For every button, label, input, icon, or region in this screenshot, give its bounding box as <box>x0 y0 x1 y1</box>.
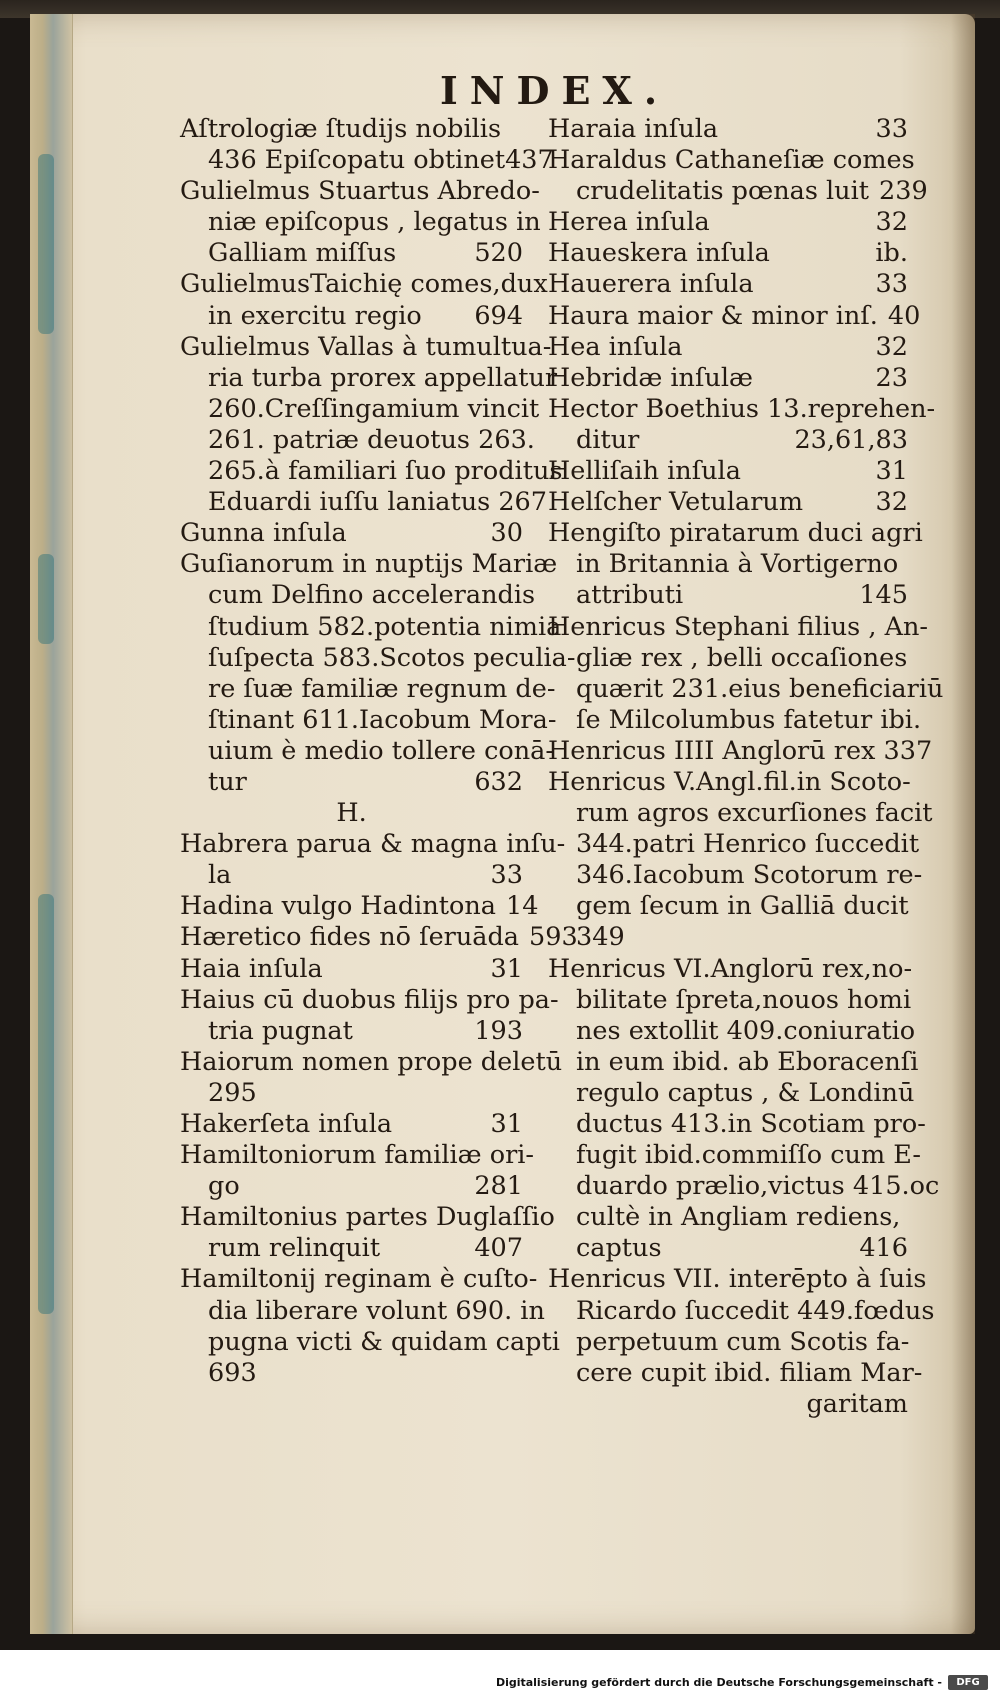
entry-text: quærit 231.eius beneficiariū <box>576 673 944 704</box>
entry-text: cultè in Angliam rediens, <box>576 1202 901 1233</box>
entry-text: Helliſaih inſula <box>548 456 741 487</box>
page-reference: 193 <box>474 1015 523 1046</box>
entry-text: Gunna inſula <box>180 518 347 549</box>
entry-text: fugit ibid.commiſſo cum E- <box>576 1140 921 1171</box>
index-entry-line <box>180 1264 538 1295</box>
index-entry-line <box>548 363 908 394</box>
index-entry-line <box>180 549 558 580</box>
index-entry-line <box>180 1233 523 1264</box>
page-reference: 33 <box>875 114 908 144</box>
index-entry-line <box>180 829 566 860</box>
entry-text: Hamiltonij reginam è cuſto- <box>180 1264 538 1295</box>
page-header: INDEX. <box>440 68 670 113</box>
entry-text: pugna victi & quidam capti <box>208 1326 560 1357</box>
page-reference: 23 <box>875 362 908 393</box>
index-entry-line <box>180 1109 523 1140</box>
entry-text: Haueskera inſula <box>548 238 770 269</box>
entry-text: Haia inſula <box>180 953 323 984</box>
index-entry-line <box>180 362 558 394</box>
index-entry-line <box>548 207 908 238</box>
entry-text: Hakerſeta inſula <box>180 1109 393 1139</box>
index-entry-line <box>548 891 908 922</box>
entry-text: 295 <box>208 1077 257 1108</box>
index-entry-line <box>548 643 908 674</box>
entry-text: 260.Creſſingamium vincit <box>208 393 540 424</box>
entry-text: re ſuæ familiæ regnum de- <box>208 673 556 704</box>
index-column-left <box>180 114 578 1389</box>
entry-text: ſe Milcolumbus fatetur ibi. <box>576 704 922 735</box>
index-entry-line <box>548 238 908 269</box>
index-entry-line <box>180 393 540 425</box>
entry-text: tur <box>208 766 247 797</box>
index-entry-line <box>548 1171 940 1202</box>
entry-text: Hauerera inſula <box>548 269 754 300</box>
page-reference: 31 <box>490 953 523 984</box>
entry-text: ductus 413.in Scotiam pro- <box>576 1109 926 1139</box>
page-reference: 23,61,83 <box>794 424 908 455</box>
entry-text: 349 <box>576 922 625 953</box>
entry-text: cere cupit ibid. filiam Mar- <box>576 1357 923 1388</box>
index-entry-line <box>180 487 547 518</box>
index-entry-line <box>548 798 933 829</box>
entry-text: Haiorum nomen prope deletū <box>180 1046 563 1077</box>
index-entry-line <box>548 984 912 1016</box>
index-entry-line <box>548 860 923 891</box>
entry-text: la <box>208 860 232 891</box>
entry-text: Haraldus Cathaneſiæ comes <box>548 145 915 176</box>
entry-text: attributi <box>576 580 684 611</box>
spine-stain <box>38 154 54 334</box>
index-entry-line <box>548 300 921 332</box>
index-entry-line <box>180 954 523 985</box>
index-entry-line <box>180 673 556 705</box>
index-entry-line <box>180 1202 555 1233</box>
entry-text: Ricardo ſuccedit 449.fœdus <box>576 1295 935 1326</box>
index-entry-line <box>548 549 908 580</box>
index-entry-line <box>548 332 908 363</box>
entry-text: Galliam miſſus <box>208 238 397 269</box>
index-entry-line <box>180 611 562 643</box>
entry-text: Eduardi iuſſu laniatus 267 <box>208 487 547 518</box>
entry-text: Hea inſula <box>548 331 683 362</box>
index-entry-line <box>548 518 923 549</box>
index-entry-line <box>180 456 563 487</box>
entry-text: Helſcher Vetularum <box>548 487 803 518</box>
entry-text: Habrera parua & magna inſu- <box>180 829 566 860</box>
page-reference: 32 <box>875 487 908 518</box>
index-entry-line <box>180 767 523 798</box>
index-entry-line <box>548 1046 919 1078</box>
entry-text: Hadina vulgo Hadintona <box>180 891 496 922</box>
index-entry-line <box>548 1109 926 1140</box>
entry-text: Haius cū duobus filijs pro pa- <box>180 984 559 1015</box>
index-entry-line <box>548 704 922 736</box>
binding-spine <box>30 14 73 1634</box>
index-entry-line <box>548 269 908 300</box>
entry-text: GulielmusTaichię comes,dux <box>180 269 548 300</box>
page-reference: 407 <box>474 1233 523 1264</box>
index-entry-line <box>180 735 554 767</box>
page-reference: 632 <box>474 766 523 797</box>
page-reference: 31 <box>875 456 908 487</box>
entry-text: captus <box>576 1233 662 1264</box>
entry-text: perpetuum cum Scotis fa- <box>576 1326 910 1357</box>
entry-text: gem ſecum in Galliā ducit <box>576 891 909 922</box>
index-entry-line <box>180 424 535 456</box>
entry-text: Hector Boethius 13.reprehen- <box>548 393 936 424</box>
index-entry-line <box>548 735 933 767</box>
entry-text: crudelitatis pœnas luit <box>576 176 870 207</box>
entry-text: in Britannia à Vortigerno <box>576 549 899 580</box>
entry-text: bilitate ſpreta,nouos homi <box>576 984 912 1015</box>
index-entry-line <box>180 518 523 549</box>
index-entry-line <box>180 176 540 207</box>
page-reference: 33 <box>875 269 908 300</box>
page-reference: 694 <box>474 300 523 331</box>
index-entry-line <box>180 922 578 953</box>
entry-text: cum Delfino accelerandis <box>208 580 536 611</box>
entry-text: go <box>208 1171 240 1202</box>
index-entry-line <box>548 1015 916 1047</box>
index-entry-line <box>548 922 908 953</box>
entry-text: gliæ rex , belli occaſiones <box>576 642 908 673</box>
page-reference: ib. <box>875 238 908 269</box>
page-reference: 31 <box>490 1109 523 1139</box>
index-entry-line <box>180 1046 563 1078</box>
index-entry-line <box>548 1140 921 1171</box>
index-entry-line <box>548 953 913 985</box>
index-entry-line <box>548 114 908 145</box>
index-entry-line <box>548 611 929 643</box>
entry-text: 346.Iacobum Scotorum re- <box>576 860 923 891</box>
index-entry-line <box>180 1295 545 1327</box>
index-entry-line <box>548 1327 908 1358</box>
dfg-logo: DFG <box>948 1675 988 1690</box>
page-reference: 32 <box>875 207 908 238</box>
index-entry-line <box>180 1140 535 1171</box>
entry-text: Gulielmus Vallas à tumultua- <box>180 331 552 362</box>
entry-text: 693 <box>208 1357 257 1388</box>
index-entry-line <box>180 704 557 736</box>
entry-text: Gulielmus Stuartus Abredo- <box>180 176 540 207</box>
index-entry-line <box>180 1326 560 1358</box>
index-entry-line <box>548 1357 923 1389</box>
entry-text: ſtinant 611.Iacobum Mora- <box>208 704 557 735</box>
page-reference: 32 <box>875 331 908 362</box>
entry-text: duardo prælio,victus 415.oc <box>576 1171 940 1202</box>
index-entry-line <box>548 1264 927 1295</box>
entry-text: Hæretico fides nō ſeruāda <box>180 922 519 953</box>
index-entry-line <box>548 487 908 518</box>
index-entry-line <box>548 1389 908 1420</box>
index-entry-line <box>180 269 548 300</box>
page-reference: 145 <box>859 580 908 611</box>
digitization-footer <box>0 1650 1000 1697</box>
index-entry-line <box>180 1358 523 1389</box>
entry-text: garitam <box>806 1388 908 1419</box>
entry-text: niæ epiſcopus , legatus in <box>208 207 541 238</box>
page-reference: 40 <box>887 300 921 331</box>
index-entry-line <box>180 984 559 1016</box>
index-entry-line <box>548 176 928 207</box>
index-entry-line <box>548 425 908 456</box>
entry-text: regulo captus , & Londinū <box>576 1077 915 1108</box>
entry-text: Haraia inſula <box>548 114 719 144</box>
page-reference: 281 <box>474 1171 523 1202</box>
entry-text: Haura maior & minor inſ. <box>548 300 878 331</box>
index-entry-line <box>180 860 523 891</box>
index-entry-line <box>180 891 539 922</box>
entry-text: Henricus Stephani filius , An- <box>548 611 929 642</box>
index-entry-line <box>548 393 936 425</box>
entry-text: nes extollit 409.coniuratio <box>576 1015 916 1046</box>
entry-text: 261. patriæ deuotus 263. <box>208 424 535 455</box>
index-entry-line <box>548 766 911 798</box>
index-entry-line <box>180 145 554 176</box>
entry-text: dia liberare volunt 690. in <box>208 1295 545 1326</box>
entry-text: Hebridæ inſulæ <box>548 362 753 393</box>
entry-text: Hamiltoniorum familiæ ori- <box>180 1140 535 1171</box>
entry-text: Henricus IIII Anglorū rex 337 <box>548 735 933 766</box>
index-entry-line <box>180 238 523 269</box>
index-entry-line <box>548 1233 908 1264</box>
entry-text: Hengiſto piratarum duci agri <box>548 518 923 549</box>
index-entry-line <box>180 1171 523 1202</box>
index-entry-line <box>180 1016 523 1047</box>
entry-text: ria turba prorex appellatur <box>208 362 558 393</box>
entry-text: 265.à familiari ſuo proditus <box>208 456 563 487</box>
entry-text: Hamiltonius partes Duglaſſio <box>180 1202 555 1233</box>
index-column-right <box>548 114 944 1420</box>
index-entry-line <box>548 1202 908 1233</box>
entry-text: rum agros excurſiones facit <box>576 798 933 829</box>
entry-text: ſuſpecta 583.Scotos peculia- <box>208 642 576 673</box>
entry-text: ditur <box>576 424 640 455</box>
index-entry-line <box>548 145 915 176</box>
entry-text: H. <box>336 798 367 829</box>
index-entry-line <box>180 331 552 363</box>
entry-text: in exercitu regio <box>208 300 422 331</box>
footer-credit: Digitalisierung gefördert durch die Deutsche Forschungsgemeinschaft - <box>495 1676 942 1689</box>
spine-stain <box>38 894 54 1314</box>
entry-text: Henricus VII. interēpto à ſuis <box>548 1264 927 1295</box>
spine-stain <box>38 554 54 644</box>
index-entry-line <box>180 207 541 238</box>
index-entry-line <box>180 580 536 611</box>
page-reference: 30 <box>490 518 523 549</box>
index-entry-line <box>180 1078 523 1109</box>
entry-text: in eum ibid. ab Eboracenſi <box>576 1046 919 1077</box>
entry-text: rum relinquit <box>208 1233 381 1264</box>
index-entry-line <box>180 114 523 145</box>
entry-text: 436 Epiſcopatu obtinet437 <box>208 145 554 176</box>
section-letter <box>180 798 523 829</box>
page-reference: 520 <box>474 238 523 269</box>
page-reference: 239 <box>879 176 928 207</box>
index-entry-line <box>548 829 920 860</box>
index-entry-line <box>548 580 908 611</box>
page-edge-shadow <box>951 14 975 1634</box>
page-reference: 33 <box>490 860 523 891</box>
index-entry-line <box>180 642 576 674</box>
index-entry-line <box>548 1077 915 1109</box>
index-entry-line <box>548 1295 935 1327</box>
entry-text: ſtudium 582.potentia nimia <box>208 611 562 642</box>
entry-text: Herea inſula <box>548 207 710 238</box>
index-entry-line <box>548 456 908 487</box>
entry-text: Henricus V.Angl.fil.in Scoto- <box>548 766 911 797</box>
index-entry-line <box>548 673 944 705</box>
entry-text: tria pugnat <box>208 1015 353 1046</box>
index-entry-line <box>180 301 523 332</box>
page-reference: 14 <box>506 891 539 922</box>
page-reference: 593 <box>529 922 578 953</box>
entry-text: Henricus VI.Anglorū rex,no- <box>548 953 913 984</box>
entry-text: uium è medio tollere conā- <box>208 735 554 766</box>
entry-text: Guſianorum in nuptijs Mariæ <box>180 549 558 580</box>
entry-text: Aſtrologiæ ſtudijs nobilis <box>180 114 502 144</box>
entry-text: 344.patri Henrico ſuccedit <box>576 829 920 860</box>
page-reference: 416 <box>859 1233 908 1264</box>
